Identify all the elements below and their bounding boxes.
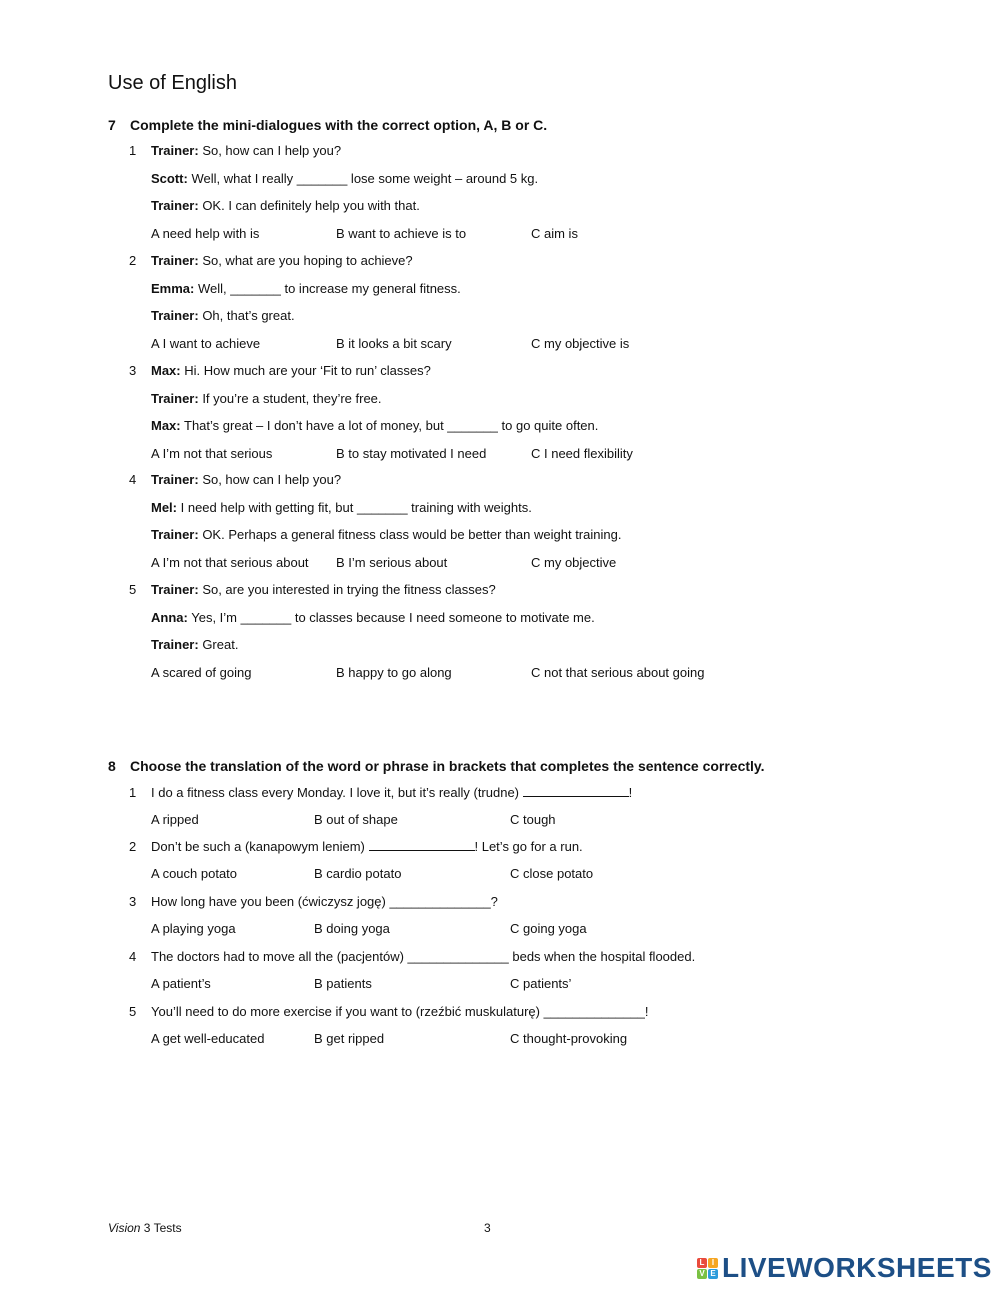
speaker-name: Max: — [151, 418, 181, 433]
dialogue-line — [151, 582, 496, 597]
logo-icon-letter: I — [708, 1258, 718, 1268]
dialogue-line — [151, 198, 420, 213]
answer-option[interactable]: C tough — [510, 812, 556, 827]
speaker-name: Anna: — [151, 609, 188, 625]
dialogue-line — [151, 500, 532, 515]
dialogue-line — [151, 308, 295, 323]
dialogue-text: Well, _______ to increase my general fitness. — [197, 280, 461, 296]
answer-option[interactable]: A ripped — [151, 812, 199, 827]
q8-item-number: 5 — [129, 1004, 137, 1019]
speaker-name: Trainer: — [151, 143, 199, 158]
speaker-name: Emma: — [151, 280, 195, 296]
dialogue-text: So, what are you hoping to achieve? — [202, 253, 413, 268]
speaker-name: Trainer: — [151, 390, 199, 406]
answer-option[interactable]: A get well-educated — [151, 1031, 265, 1046]
answer-option[interactable]: B it looks a bit scary — [336, 335, 452, 351]
answer-option[interactable]: C not that serious about going — [531, 664, 705, 680]
dialogue-text: If you’re a student, they’re free. — [202, 390, 382, 406]
footer-book-title — [108, 1221, 182, 1235]
q8-item-number: 2 — [129, 839, 137, 854]
dialogue-text: I need help with getting fit, but _______ training with weights. — [180, 499, 532, 515]
q8-item-number: 3 — [129, 894, 137, 909]
answer-option[interactable]: B doing yoga — [314, 921, 390, 936]
q8-item-number: 1 — [129, 785, 137, 800]
footer-book-rest: 3 Tests — [140, 1221, 182, 1235]
answer-option[interactable]: A scared of going — [151, 664, 252, 680]
sentence-text: Don’t be such a (kanapowym leniem) — [151, 839, 369, 854]
q8-instruction: Choose the translation of the word or phrase in brackets that completes the sentence correctly. — [130, 758, 765, 774]
section-title: Use of English — [108, 72, 237, 94]
dialogue-text: Oh, that’s great. — [202, 308, 295, 323]
answer-option[interactable]: C thought-provoking — [510, 1031, 628, 1046]
answer-option[interactable]: A playing yoga — [151, 921, 236, 936]
dialogue-line — [151, 363, 431, 378]
dialogue-text: OK. Perhaps a general fitness class would be better than weight training. — [202, 527, 622, 542]
answer-option[interactable]: C I need flexibility — [531, 445, 633, 461]
sentence-text-end: ! Let’s go for a run. — [474, 839, 583, 854]
speaker-name: Trainer: — [151, 637, 199, 652]
speaker-name: Trainer: — [151, 472, 199, 487]
speaker-name: Max: — [151, 363, 181, 378]
dialogue-text: So, how can I help you? — [202, 143, 342, 158]
answer-option[interactable]: B get ripped — [314, 1031, 385, 1046]
answer-option[interactable]: C my objective — [531, 554, 617, 570]
answer-option[interactable]: B happy to go along — [336, 664, 452, 680]
sentence-text: The doctors had to move all the (pacjentów) ______________ beds when the hospital flooded. — [151, 949, 696, 964]
q7-item-number: 3 — [129, 363, 137, 378]
answer-option[interactable]: B want to achieve is to — [336, 225, 467, 241]
dialogue-line — [151, 418, 598, 433]
answer-option[interactable]: B cardio potato — [314, 866, 402, 881]
speaker-name: Trainer: — [151, 308, 199, 323]
dialogue-text: Great. — [202, 637, 239, 652]
answer-option[interactable]: B to stay motivated I need — [336, 445, 487, 461]
dialogue-text: So, how can I help you? — [202, 472, 342, 487]
dialogue-text: That’s great – I don’t have a lot of money, but _______ to go quite often. — [184, 418, 599, 433]
logo-icon — [697, 1258, 718, 1279]
sentence-text: I do a fitness class every Monday. I love it, but it’s really (trudne) — [151, 785, 523, 800]
dialogue-line — [151, 610, 595, 625]
dialogue-text: OK. I can definitely help you with that. — [202, 198, 420, 213]
logo-icon-letter: E — [708, 1269, 718, 1279]
sentence-text: You’ll need to do more exercise if you want to (rzeźbić muskulaturę) ______________! — [151, 1004, 649, 1019]
q7-heading — [108, 117, 547, 133]
logo-icon-letter: V — [697, 1269, 707, 1279]
q8-number: 8 — [108, 758, 116, 774]
answer-option[interactable]: C going yoga — [510, 921, 587, 936]
q8-item-number: 4 — [129, 949, 137, 964]
answer-option[interactable]: A I’m not that serious — [151, 445, 273, 461]
q7-item-number: 1 — [129, 143, 137, 158]
answer-option[interactable]: C patients’ — [510, 976, 572, 991]
dialogue-line — [151, 637, 238, 652]
q7-instruction: Complete the mini-dialogues with the correct option, A, B or C. — [130, 117, 548, 133]
speaker-name: Trainer: — [151, 582, 199, 597]
footer-page-number: 3 — [484, 1221, 491, 1235]
speaker-name: Trainer: — [151, 527, 199, 542]
dialogue-line — [151, 391, 382, 406]
logo-icon-letter: L — [697, 1258, 707, 1268]
answer-option[interactable]: A I’m not that serious about — [151, 554, 309, 570]
answer-option[interactable]: A need help with is — [151, 225, 260, 241]
dialogue-text: Well, what I really _______ lose some weight – around 5 kg. — [191, 170, 539, 186]
sentence-text: How long have you been (ćwiczysz jogę) ______________? — [151, 894, 498, 909]
speaker-name: Trainer: — [151, 198, 199, 213]
q7-item-number: 4 — [129, 472, 137, 487]
answer-option[interactable]: C my objective is — [531, 335, 630, 351]
dialogue-line — [151, 253, 413, 268]
liveworksheets-logo[interactable] — [697, 1252, 992, 1284]
logo-text: LIVEWORKSHEETS — [722, 1252, 992, 1283]
answer-blank[interactable] — [523, 786, 629, 797]
dialogue-line — [151, 143, 341, 158]
q7-item-number: 2 — [129, 253, 137, 268]
answer-option[interactable]: A patient’s — [151, 976, 211, 991]
sentence-line — [151, 839, 583, 854]
sentence-line — [151, 894, 498, 909]
answer-option[interactable]: C aim is — [531, 225, 578, 241]
dialogue-text: Hi. How much are your ‘Fit to run’ classes? — [184, 363, 431, 378]
answer-option[interactable]: B I’m serious about — [336, 554, 448, 570]
dialogue-line — [151, 472, 341, 487]
answer-option[interactable]: A couch potato — [151, 866, 238, 881]
footer-book-italic: Vision — [108, 1221, 141, 1235]
answer-option[interactable]: B patients — [314, 976, 372, 991]
q8-heading — [108, 758, 765, 774]
dialogue-line — [151, 527, 621, 542]
answer-option[interactable]: C close potato — [510, 866, 594, 881]
dialogue-line — [151, 281, 461, 296]
dialogue-text: Yes, I’m _______ to classes because I need someone to motivate me. — [191, 609, 595, 625]
answer-blank[interactable] — [369, 840, 475, 851]
sentence-line — [151, 1004, 648, 1019]
answer-option[interactable]: B out of shape — [314, 812, 398, 827]
speaker-name: Mel: — [151, 499, 177, 515]
sentence-text-end: ! — [628, 785, 633, 800]
speaker-name: Trainer: — [151, 253, 199, 268]
sentence-line — [151, 785, 632, 800]
q7-number: 7 — [108, 117, 116, 133]
q7-item-number: 5 — [129, 582, 137, 597]
dialogue-line — [151, 171, 538, 186]
dialogue-text: So, are you interested in trying the fitness classes? — [202, 582, 496, 597]
speaker-name: Scott: — [151, 170, 188, 186]
answer-option[interactable]: A I want to achieve — [151, 335, 261, 351]
sentence-line — [151, 949, 695, 964]
